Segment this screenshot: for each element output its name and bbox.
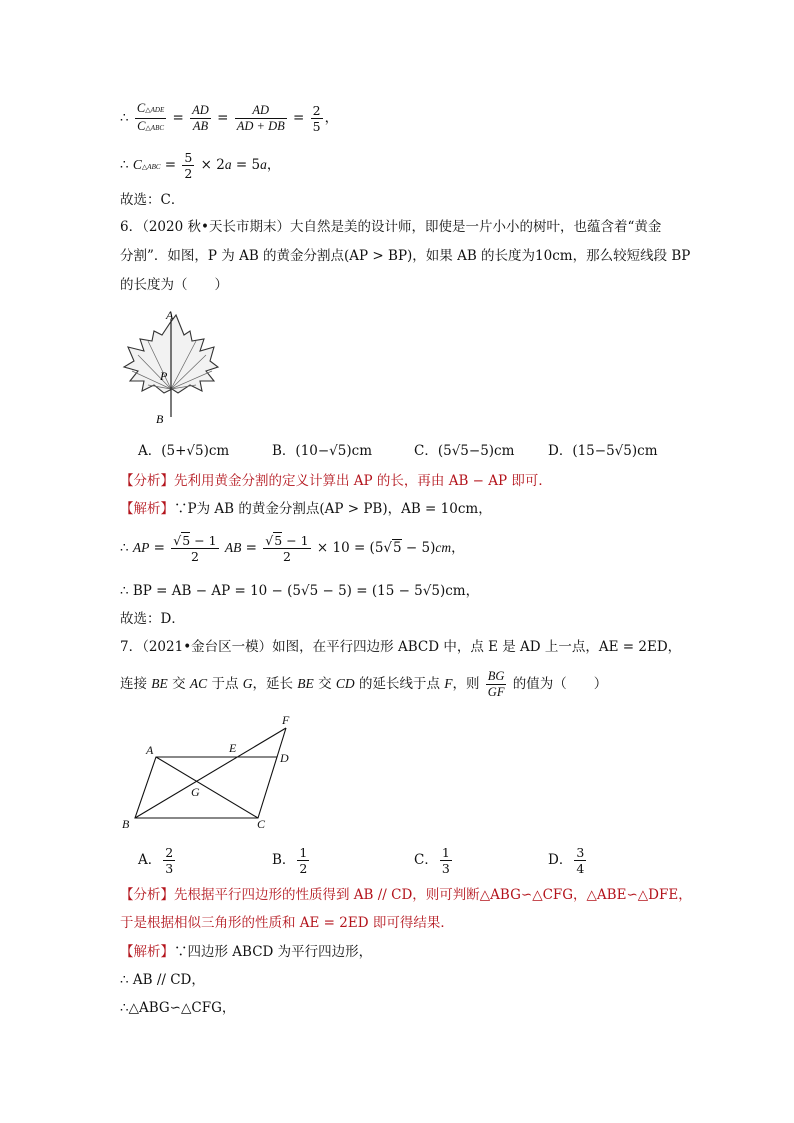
label-d: D bbox=[280, 751, 289, 765]
q6-option-d[interactable]: D．(15−5√5)cm bbox=[548, 443, 658, 459]
q7-option-a[interactable]: A． $\frac{2}{3}$ bbox=[138, 845, 174, 876]
perimeter-ratio-fraction: $\frac{\text{C△ADE}}{\text{C△ABC}}$ bbox=[136, 101, 165, 133]
q6-stem-line3: 的长度为（ ） bbox=[120, 277, 228, 293]
q6-answer: 故选：D． bbox=[120, 611, 185, 627]
label-a: A bbox=[166, 308, 174, 322]
q6-solution: 【解析】∵P为 AB 的黄金分割点(AP > PB)，AB = 10cm， bbox=[120, 501, 492, 517]
label-b: B bbox=[156, 412, 164, 425]
perimeter-equation: ∴ C△ABC = $\frac{5}{2}$ × 2a = 5a， bbox=[120, 150, 281, 181]
q6-stem-line1: 6．（2020 秋•天长市期末）大自然是美的设计师，即使是一片小小的树叶，也蕴含着“黄金 bbox=[120, 219, 662, 235]
analysis-tag: 【分析】 bbox=[120, 887, 174, 903]
q6-bp-equation: ∴ BP = AB − AP = 10 − (5√5 − 5) = (15 − 5√5)cm， bbox=[120, 583, 480, 599]
solution-tag: 【解析】 bbox=[120, 501, 174, 517]
q6-analysis: 【分析】先利用黄金分割的定义计算出 AP 的长，再由 AB − AP 即可． bbox=[120, 473, 552, 489]
q6-option-b[interactable]: B．(10−√5)cm bbox=[272, 443, 372, 459]
maple-leaf-figure bbox=[118, 305, 228, 425]
label-e: E bbox=[229, 741, 237, 755]
analysis-tag: 【分析】 bbox=[120, 473, 174, 489]
q7-option-c[interactable]: C． $\frac{1}{3}$ bbox=[414, 845, 450, 876]
parallelogram-figure bbox=[118, 710, 308, 835]
therefore-symbol: ∴ bbox=[120, 110, 129, 126]
top-answer: 故选：C． bbox=[120, 192, 185, 208]
q7-solution: 【解析】∵四边形 ABCD 为平行四边形， bbox=[120, 944, 373, 960]
label-c: C bbox=[257, 817, 266, 831]
diagonal-ac bbox=[156, 757, 258, 818]
q7-solution-step2: ∴ AB // CD， bbox=[120, 972, 205, 988]
q6-option-c[interactable]: C．(5√5−5)cm bbox=[414, 443, 515, 459]
label-a: A bbox=[146, 743, 154, 757]
q7-stem-line2: 连接 BE 交 AC 于点 G，延长 BE 交 CD 的延长线于点 F，则 $\frac{BG}{GF}$ 的值为（ ） bbox=[120, 669, 608, 699]
q7-solution-step3: ∴△ABG∽△CFG， bbox=[120, 1000, 236, 1016]
q7-option-b[interactable]: B． $\frac{1}{2}$ bbox=[272, 845, 308, 876]
q7-analysis-line2: 于是根据相似三角形的性质和 AE = 2ED 即可得结果． bbox=[120, 915, 454, 931]
ratio-equation: ∴ $\frac{\text{C△ADE}}{\text{C△ABC}}$ = $\frac{AD}{AB}$ = $\frac{AD}{AD + DB}$ = $\frac{2}{5}$ ， bbox=[120, 101, 339, 134]
q7-stem-line1: 7．（2021•金台区一模）如图，在平行四边形 ABCD 中，点 E 是 AD 上一点，AE = 2ED， bbox=[120, 639, 682, 655]
q6-stem-line2: 分割”．如图，P 为 AB 的黄金分割点(AP > BP)，如果 AB 的长度为10cm，那么较短线段 BP bbox=[120, 248, 691, 264]
label-b: B bbox=[122, 817, 130, 831]
q7-option-d[interactable]: D． $\frac{3}{4}$ bbox=[548, 845, 585, 876]
q7-analysis-line1: 【分析】先根据平行四边形的性质得到 AB // CD，则可判断△ABG∽△CFG，△ABE∽△DFE， bbox=[120, 887, 692, 903]
label-p: P bbox=[160, 369, 168, 383]
solution-tag: 【解析】 bbox=[120, 944, 174, 960]
q6-ap-equation: ∴ AP = $\frac{√5 - 1}{2}$ AB = $\frac{√5 - 1}{2}$ × 10 = (5√5 − 5)cm， bbox=[120, 533, 465, 564]
label-f: F bbox=[282, 713, 290, 727]
label-g: G bbox=[191, 785, 200, 799]
q6-option-a[interactable]: A．(5+√5)cm bbox=[138, 443, 230, 459]
line-bf bbox=[135, 728, 286, 818]
